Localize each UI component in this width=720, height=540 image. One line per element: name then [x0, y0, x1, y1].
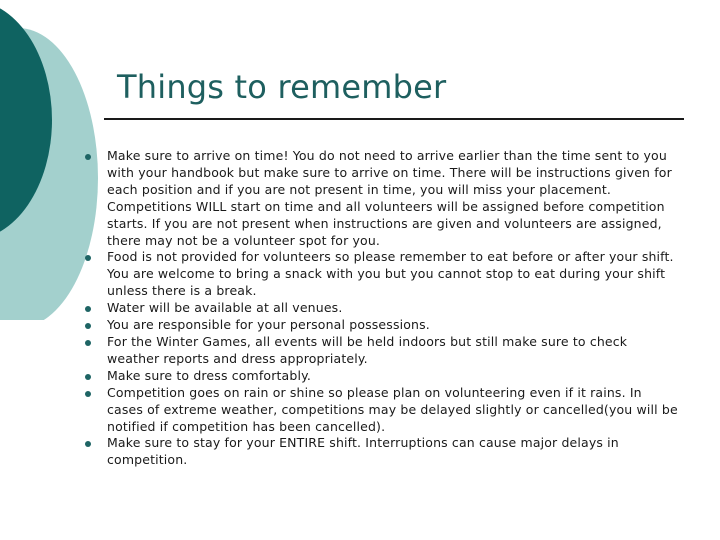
list-item — [80, 148, 680, 249]
list-item — [80, 334, 680, 368]
list-item — [80, 249, 680, 300]
list-item — [80, 300, 680, 317]
bullet-text: Water will be available at all venues. — [107, 300, 343, 316]
bullet-text: Make sure to arrive on time! You do not need to arrive earlier than the time sent to you with your handbook but make sure to arrive on time. There will be instructions given for each position and if you are not present in time, you will miss your placement. Competitions WILL start on time and all volunteers will be assigned before competition starts. If you are not present when instructions are given and volunteers are assigned, there may not be a volunteer spot for you. — [107, 148, 672, 248]
bullet-text: You are responsible for your personal possessions. — [107, 317, 430, 333]
bullet-icon — [85, 441, 91, 447]
bullet-text: For the Winter Games, all events will be held indoors but still make sure to check weather reports and dress appropriately. — [107, 333, 628, 366]
bullet-text: Food is not provided for volunteers so please remember to eat before or after your shift. You are welcome to bring a snack with you but you cannot stop to eat during your shift unless there is a break. — [107, 249, 674, 299]
bullet-icon — [85, 340, 91, 346]
bullet-text: Make sure to stay for your ENTIRE shift. Interruptions can cause major delays in competition. — [107, 435, 619, 468]
bullet-icon — [85, 306, 91, 312]
slide-title: Things to remember — [117, 68, 447, 106]
bullet-text: Competition goes on rain or shine so please plan on volunteering even if it rains. In cases of extreme weather, competitions may be delayed slightly or cancelled(you will be notified if competition has been cancelled). — [107, 384, 678, 434]
title-underline — [104, 118, 684, 120]
bullet-icon — [85, 255, 91, 261]
bullet-icon — [85, 391, 91, 397]
list-item — [80, 368, 680, 385]
list-item — [80, 435, 680, 469]
list-item — [80, 317, 680, 334]
bullet-text: Make sure to dress comfortably. — [107, 367, 311, 383]
bullet-list — [80, 148, 680, 469]
bullet-icon — [85, 323, 91, 329]
bullet-icon — [85, 154, 91, 160]
list-item — [80, 385, 680, 436]
bullet-icon — [85, 374, 91, 380]
